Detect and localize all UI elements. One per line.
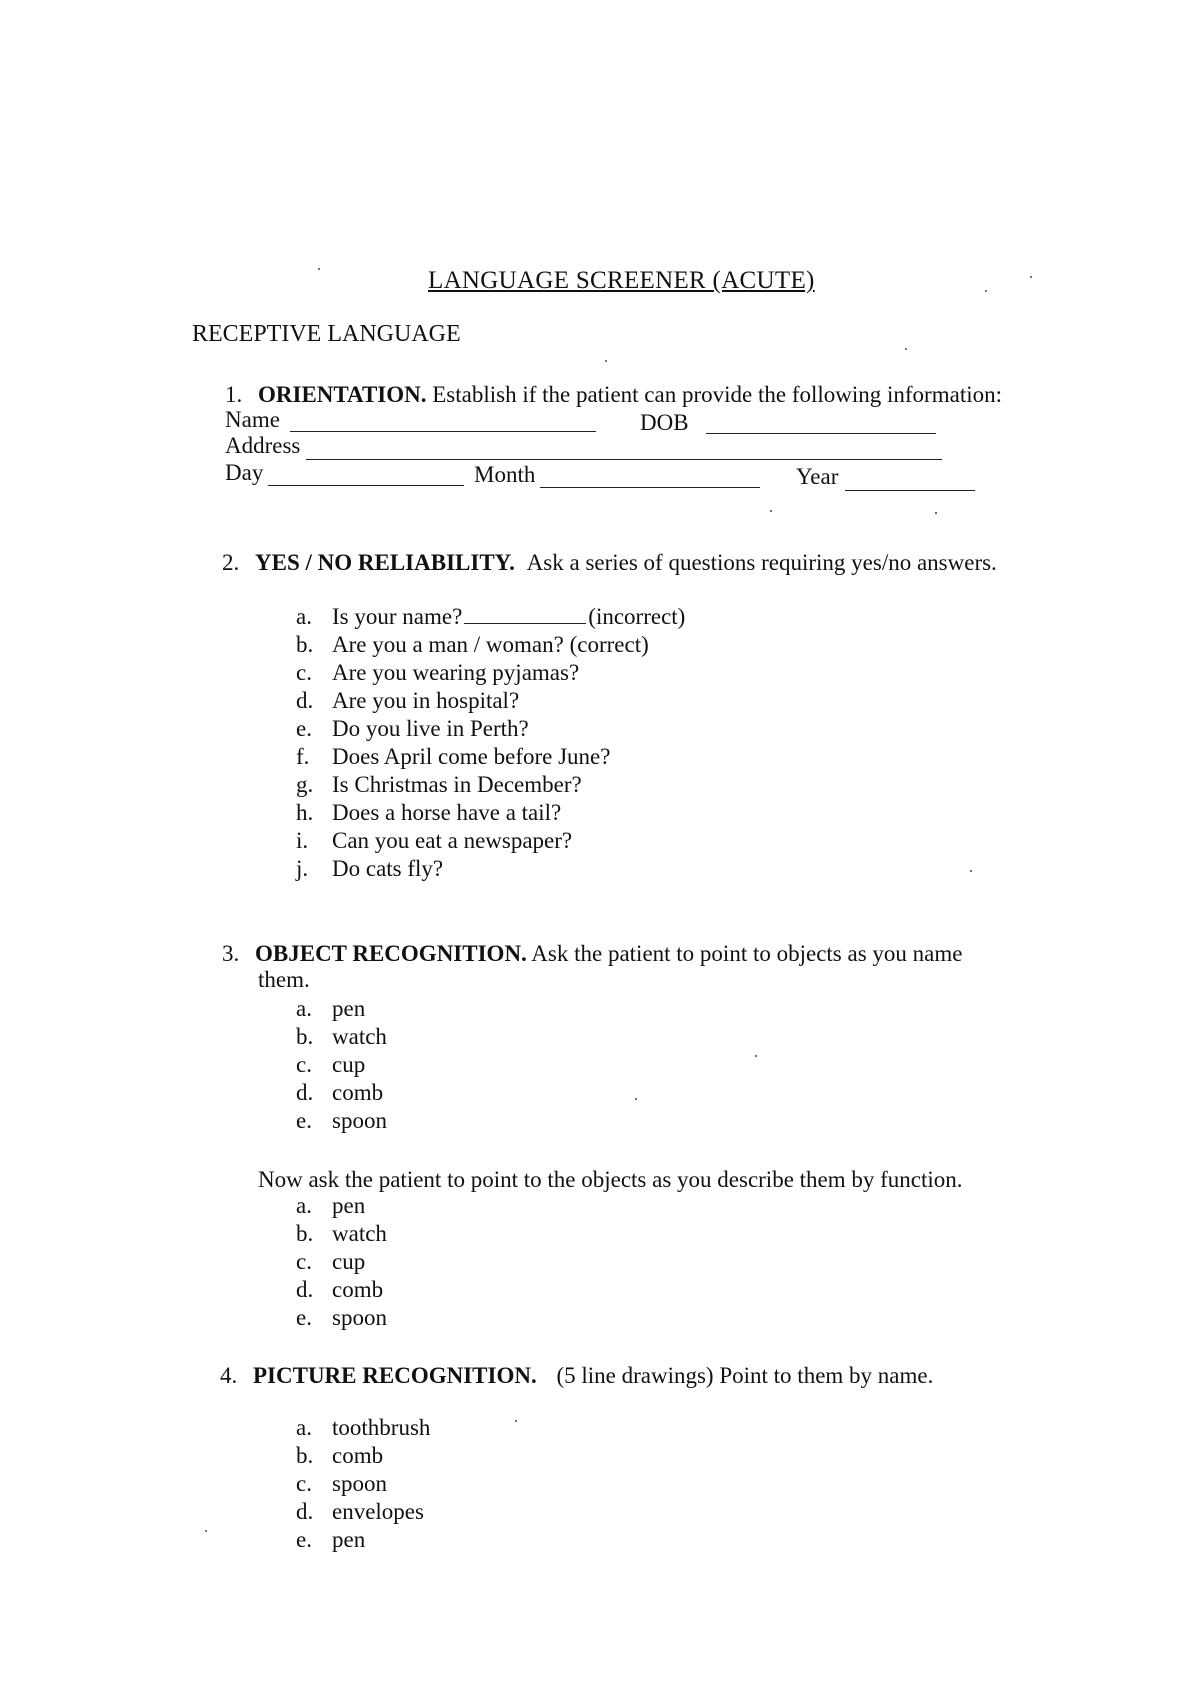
list-item: a. Is your name? (incorrect) [296, 604, 686, 629]
list-item: e. spoon [296, 1305, 387, 1330]
q3-instruction: Ask the patient to point to objects as you name [531, 941, 963, 966]
q2-number: 2. [222, 550, 240, 575]
list-item: j. Do cats fly? [296, 856, 444, 881]
q3-instruction-cont: them. [258, 967, 310, 992]
scan-speck [318, 268, 320, 270]
list-item: e. spoon [296, 1108, 387, 1133]
name-field-line[interactable] [290, 431, 596, 432]
list-item: b. watch [296, 1221, 387, 1246]
q2-heading: YES / NO RELIABILITY. [255, 550, 515, 575]
q2-line [222, 551, 997, 574]
q3-line [222, 942, 962, 965]
q4-line [220, 1364, 933, 1387]
list-item: h. Does a horse have a tail? [296, 800, 562, 825]
list-item: a. pen [296, 1193, 366, 1218]
q3-object-list [296, 995, 387, 1135]
list-item: i. Can you eat a newspaper? [296, 828, 573, 853]
q4-number: 4. [220, 1363, 238, 1388]
list-item: d. comb [296, 1277, 384, 1302]
list-item: d. Are you in hospital? [296, 688, 520, 713]
q3-number: 3. [222, 941, 240, 966]
q4-heading: PICTURE RECOGNITION. [253, 1363, 537, 1388]
q1-number: 1. [225, 382, 243, 407]
list-item: d. envelopes [296, 1499, 424, 1524]
q2-question-list [296, 603, 685, 883]
scan-speck [515, 1420, 517, 1422]
scan-speck [905, 348, 907, 350]
q2-instruction: Ask a series of questions requiring yes/no answers. [526, 550, 997, 575]
scan-speck [970, 870, 972, 872]
list-item: c. Are you wearing pyjamas? [296, 660, 580, 685]
q1-instruction: Establish if the patient can provide the following information: [432, 382, 1002, 407]
scan-speck [755, 1055, 757, 1057]
section-heading: RECEPTIVE LANGUAGE [192, 321, 461, 347]
list-item: g. Is Christmas in December? [296, 772, 582, 797]
list-item: a. toothbrush [296, 1415, 431, 1440]
list-item: b. Are you a man / woman? (correct) [296, 632, 649, 657]
list-item: e. Do you live in Perth? [296, 716, 529, 741]
address-field-line[interactable] [306, 459, 942, 460]
q3-heading: OBJECT RECOGNITION. [255, 941, 527, 966]
scan-speck [635, 1098, 637, 1100]
field-year-label: Year [796, 464, 839, 489]
dob-field-line[interactable] [706, 433, 936, 434]
scan-speck [770, 510, 772, 512]
scan-speck [935, 512, 937, 514]
list-item: e. pen [296, 1527, 366, 1552]
month-field-line[interactable] [540, 487, 760, 488]
scan-speck [1030, 276, 1032, 278]
field-name-label: Name [225, 407, 280, 432]
list-item: b. comb [296, 1443, 384, 1468]
list-item: c. cup [296, 1052, 366, 1077]
list-item: d. comb [296, 1080, 384, 1105]
q1-line [225, 383, 1002, 406]
list-item: f. Does April come before June? [296, 744, 611, 769]
scan-speck [205, 1530, 207, 1532]
scan-speck [605, 360, 607, 362]
q1-heading: ORIENTATION. [258, 382, 427, 407]
q4-picture-list [296, 1414, 430, 1554]
q4-instruction: (5 line drawings) Point to them by name. [556, 1363, 934, 1388]
field-dob-label: DOB [640, 410, 689, 435]
q3-function-instruction: Now ask the patient to point to the objects as you describe them by function. [258, 1167, 963, 1192]
year-field-line[interactable] [845, 490, 975, 491]
list-item: b. watch [296, 1024, 387, 1049]
q3-function-list [296, 1192, 387, 1332]
field-month-label: Month [474, 462, 536, 487]
scan-speck [985, 290, 987, 292]
field-day-label: Day [225, 460, 264, 485]
name-answer-blank[interactable] [464, 622, 586, 624]
document-title: LANGUAGE SCREENER (ACUTE) [428, 267, 815, 294]
list-item: c. cup [296, 1249, 366, 1274]
field-address-label: Address [225, 433, 301, 458]
list-item: c. spoon [296, 1471, 387, 1496]
day-field-line[interactable] [268, 485, 464, 486]
list-item: a. pen [296, 996, 366, 1021]
